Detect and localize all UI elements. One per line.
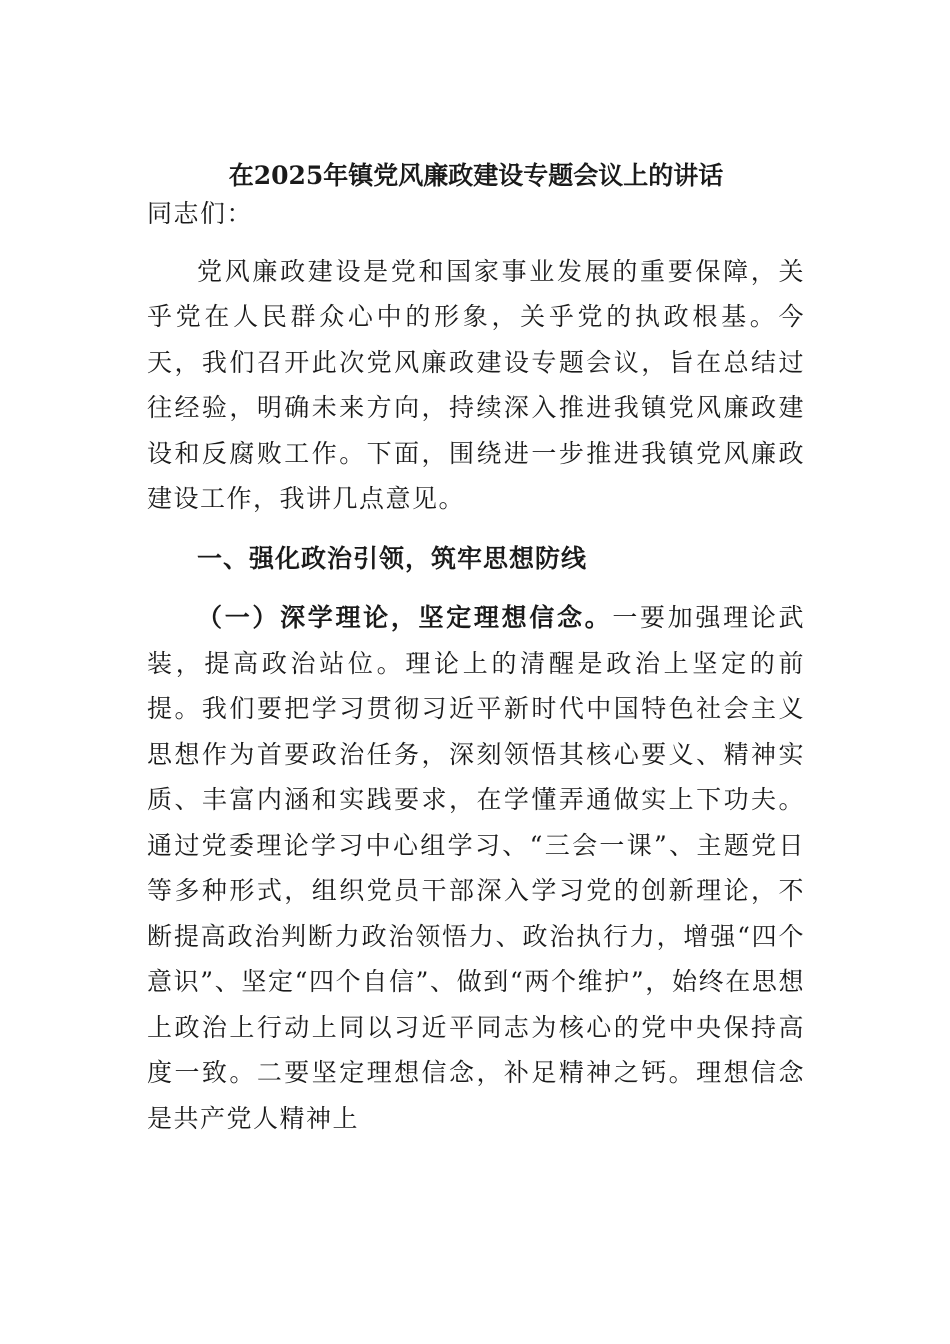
subsection-lead-1: （一）深学理论，坚定理想信念。 [197, 603, 613, 632]
document-title: 在2025年镇党风廉政建设专题会议上的讲话 [228, 161, 724, 190]
section-heading-1: 一、强化政治引领，筑牢思想防线 [197, 543, 588, 573]
subsection-paragraph-1 [147, 595, 805, 1141]
salutation: 同志们： [147, 199, 254, 228]
subsection-text-1: 一要加强理论武装，提高政治站位。理论上的清醒是政治上坚定的前提。我们要把学习贯彻习近平新时代中国特色社会主义思想作为首要政治任务，深刻领悟其核心要义、精神实质、丰富内涵和实践要求，在学懂弄通做实上下功夫。通过党委理论学习中心组学习、“三会一课”、主题党日等多种形式，组织党员干部深入学习党的创新理论，不断提高政治判断力政治领悟力、政治执行力，增强“四个意识”、坚定“四个自信”、做到“两个维护”，始终在思想上政治上行动上同以习近平同志为核心的党中央保持高度一致。二要坚定理想信念，补足精神之钙。理想信念是共产党人精神上 [147, 603, 805, 1133]
intro-paragraph: 党风廉政建设是党和国家事业发展的重要保障，关乎党在人民群众心中的形象，关乎党的执政根基。今天，我们召开此次党风廉政建设专题会议，旨在总结过往经验，明确未来方向，持续深入推进我镇党风廉政建设和反腐败工作。下面，围绕进一步推进我镇党风廉政建设工作，我讲几点意见。 [147, 256, 805, 513]
document-body [147, 191, 805, 1141]
